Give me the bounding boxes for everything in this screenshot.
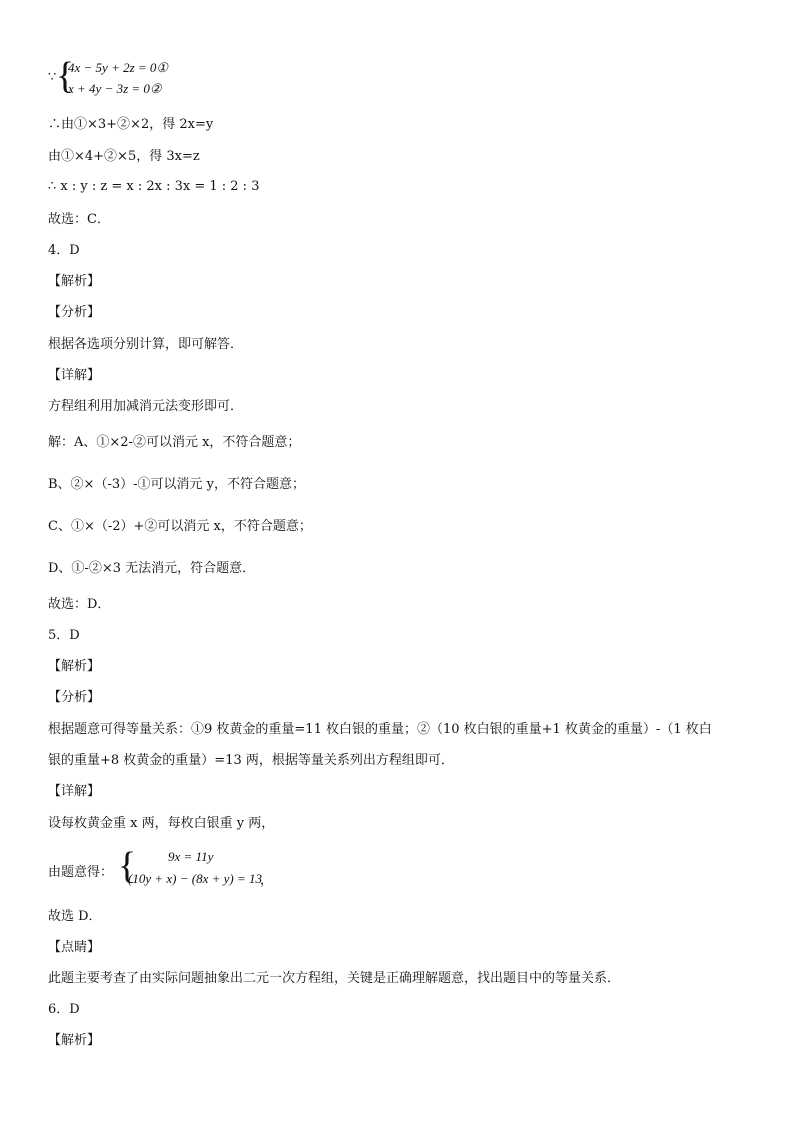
- equation-row-2: x + 4y − 3z = 0②: [68, 81, 162, 96]
- text-line: 此题主要考查了由实际问题抽象出二元一次方程组，关键是正确理解题意，找出题目中的等量关系．: [48, 971, 621, 986]
- text-line: D、①-②×3 无法消元，符合题意．: [48, 561, 256, 576]
- text-line: 银的重量+8 枚黄金的重量）=13 两，根据等量关系列出方程组即可．: [48, 753, 454, 768]
- text-line: 根据题意可得等量关系：①9 枚黄金的重量=11 枚白银的重量；②（10 枚白银的重量+1 枚黄金的重量）-（1 枚白: [48, 722, 712, 737]
- text-line: ∴ x : y : z = x : 2x : 3x = 1 : 2 : 3: [48, 179, 260, 194]
- text-line: ∴由①×3+②×2，得 2x=y: [48, 117, 214, 132]
- section-heading: 【解析】: [48, 1033, 101, 1048]
- section-heading: 【解析】: [48, 659, 101, 674]
- equation-row-1: 4x − 5y + 2z = 0①: [68, 60, 169, 75]
- system-label: 由题意得：: [48, 865, 114, 880]
- section-heading: 【详解】: [48, 368, 101, 383]
- text-line: 由①×4+②×5，得 3x=z: [48, 149, 200, 164]
- question-number: 4．D: [48, 243, 80, 258]
- equation-row-1: 9x = 11y: [168, 849, 214, 864]
- question-number: 5．D: [48, 628, 80, 643]
- equation-system-1: [48, 55, 228, 102]
- therefore-symbol: ∵: [48, 70, 57, 85]
- section-heading: 【分析】: [48, 305, 101, 320]
- text-line: 故选：D．: [48, 597, 111, 612]
- section-heading: 【解析】: [48, 274, 101, 289]
- text-line: C、①×（-2）+②可以消元 x，不符合题意；: [48, 519, 312, 534]
- question-number: 6．D: [48, 1002, 80, 1017]
- text-line: 故选 D．: [48, 909, 102, 924]
- text-line: 方程组利用加减消元法变形即可．: [48, 399, 244, 414]
- text-line: B、②×（-3）-①可以消元 y，不符合题意；: [48, 477, 305, 492]
- section-heading: 【分析】: [48, 690, 101, 705]
- section-heading: 【详解】: [48, 784, 101, 799]
- equation-tail: ，: [260, 872, 274, 887]
- text-line: 根据各选项分别计算，即可解答．: [48, 337, 244, 352]
- section-heading: 【点睛】: [48, 940, 101, 955]
- text-line: 解：A、①×2-②可以消元 x，不符合题意；: [48, 435, 301, 450]
- equation-row-2: (10y + x) − (8x + y) = 13: [128, 871, 262, 886]
- brace-icon: {: [56, 55, 75, 97]
- equation-system-2: [48, 845, 308, 892]
- text-line: 故选：C．: [48, 212, 110, 227]
- text-line: 设每枚黄金重 x 两，每枚白银重 y 两，: [48, 816, 275, 831]
- brace-icon: {: [118, 845, 137, 887]
